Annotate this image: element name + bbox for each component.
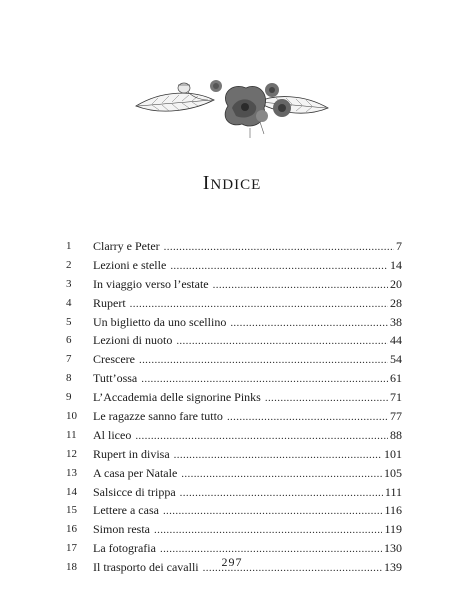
chapter-number: 10 — [66, 410, 77, 423]
chapter-title: Clarry e Peter — [93, 239, 160, 253]
toc-entry — [66, 464, 402, 483]
toc-entry — [66, 426, 402, 445]
dot-leader — [227, 408, 388, 427]
chapter-number: 2 — [66, 258, 72, 271]
page-number: 54 — [390, 352, 402, 367]
poppy-floral-ornament-icon — [132, 68, 332, 144]
chapter-title: Simon resta — [93, 522, 150, 537]
toc-entry — [66, 331, 402, 350]
dot-leader — [135, 427, 388, 446]
toc-entry — [66, 520, 402, 539]
toc-entry — [66, 407, 402, 426]
chapter-title: Lezioni e stelle — [93, 257, 167, 272]
page-number: 139 — [384, 560, 402, 575]
toc-entry — [66, 350, 402, 369]
page-folio: 297 — [221, 555, 243, 569]
chapter-title: In viaggio verso l’estate — [93, 276, 209, 291]
toc-entry — [66, 369, 402, 388]
toc-entry — [66, 388, 402, 407]
chapter-title: A casa per Natale — [93, 465, 178, 480]
chapter-title: Le ragazze sanno fare tutto — [93, 409, 223, 424]
chapter-number: 15 — [66, 504, 77, 517]
dot-leader — [230, 314, 388, 333]
page-number: 14 — [390, 257, 402, 272]
dot-leader — [154, 521, 382, 540]
dot-leader — [141, 370, 388, 389]
dot-leader — [130, 295, 388, 314]
toc-entry — [66, 237, 402, 256]
dot-leader — [139, 351, 388, 370]
page-number: 77 — [390, 409, 402, 424]
chapter-title: Lettere a casa — [93, 503, 159, 518]
chapter-title: Salsicce di trippa — [93, 484, 176, 499]
toc-entry — [66, 275, 402, 294]
chapter-number: 8 — [66, 372, 72, 385]
table-of-contents — [66, 237, 402, 577]
page-number: 61 — [390, 371, 402, 386]
page-number: 38 — [390, 314, 402, 329]
page-number: 130 — [384, 541, 402, 556]
dot-leader — [180, 484, 383, 503]
chapter-number: 4 — [66, 296, 72, 309]
page-number: 7 — [396, 239, 402, 253]
chapter-title: Il trasporto dei cavalli — [93, 560, 199, 575]
chapter-number: 14 — [66, 485, 77, 498]
toc-entry — [66, 445, 402, 464]
page-number: 71 — [390, 390, 402, 405]
chapter-number: 9 — [66, 391, 72, 404]
page-number: 88 — [390, 427, 402, 442]
toc-entry — [66, 313, 402, 332]
chapter-number: 1 — [66, 240, 72, 252]
page-number: 20 — [390, 276, 402, 291]
page-number: 105 — [384, 465, 402, 480]
dot-leader — [213, 276, 388, 295]
dot-leader — [265, 389, 388, 408]
toc-entry — [66, 294, 402, 313]
chapter-title: Rupert — [93, 295, 126, 310]
chapter-number: 11 — [66, 428, 77, 441]
chapter-number: 17 — [66, 542, 77, 555]
page-number: 111 — [384, 484, 402, 499]
dot-leader — [181, 465, 382, 484]
dot-leader — [176, 332, 388, 351]
chapter-number: 13 — [66, 466, 77, 479]
dot-leader — [170, 257, 388, 276]
title-initial: I — [202, 172, 211, 194]
chapter-title: Tutt’ossa — [93, 371, 138, 386]
title-rest: NDICE — [210, 177, 262, 193]
chapter-title: L’Accademia delle signorine Pinks — [93, 390, 261, 405]
page-number: 28 — [390, 295, 402, 310]
page-number: 101 — [384, 446, 402, 461]
dot-leader — [163, 502, 382, 521]
dot-leader — [174, 446, 382, 465]
chapter-title: Al liceo — [93, 427, 132, 442]
chapter-number: 16 — [66, 523, 77, 536]
chapter-title: La fotografia — [93, 541, 156, 556]
page-title — [0, 172, 464, 195]
chapter-number: 12 — [66, 447, 77, 460]
toc-entry — [66, 256, 402, 275]
chapter-title: Lezioni di nuoto — [93, 333, 173, 348]
page-number: 116 — [384, 503, 402, 518]
chapter-number: 6 — [66, 334, 72, 347]
page-number: 119 — [384, 522, 402, 537]
chapter-number: 18 — [66, 561, 77, 574]
page-number: 44 — [390, 333, 402, 348]
chapter-number: 3 — [66, 277, 72, 290]
toc-entry — [66, 501, 402, 520]
chapter-title: Un biglietto da uno scellino — [93, 314, 227, 329]
chapter-number: 7 — [66, 353, 72, 366]
chapter-number: 5 — [66, 315, 72, 328]
dot-leader — [164, 238, 394, 257]
chapter-title: Rupert in divisa — [93, 446, 170, 461]
chapter-title: Crescere — [93, 352, 135, 367]
toc-entry — [66, 483, 402, 502]
